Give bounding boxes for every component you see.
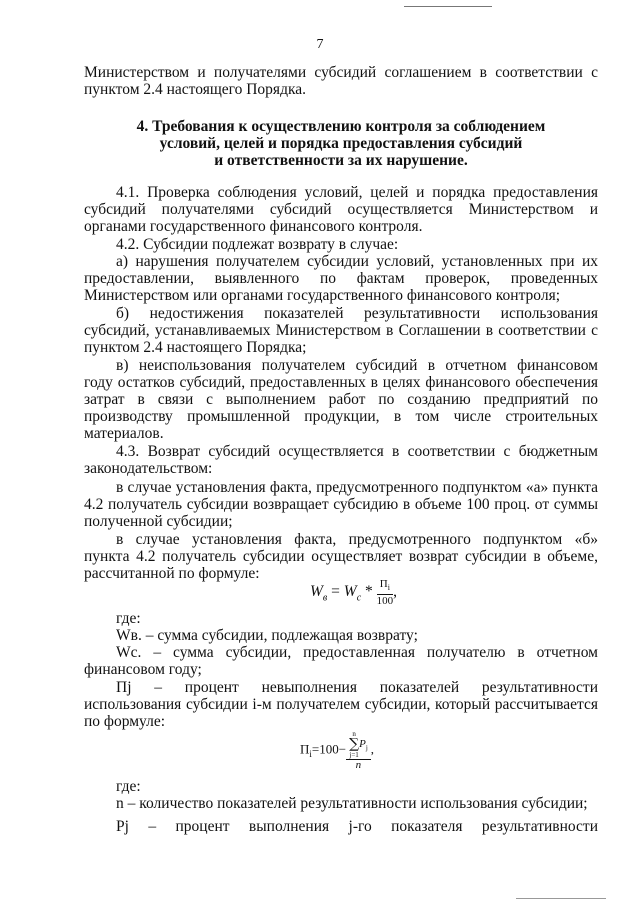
formula-subscript: c [356,592,362,604]
paragraph-line: субсидий, устанавливаемых Министерством в Соглашении в соответствии с [84,322,598,339]
formula-denominator: 100 [376,595,394,608]
formula-sum-upper: n [352,730,356,738]
formula-symbol: П [300,741,310,757]
paragraph-line: в случае установления факта, предусмотренного подпунктом «а» пункта [116,479,598,496]
paragraph-line: по формуле: [84,713,166,730]
formula-term: P [359,738,366,751]
paragraph-line: предоставлении, выявленного по фактам проверок, проведенных [84,270,598,287]
paragraph-line: Министерством и получателями субсидий соглашением в соответствии с [84,64,598,81]
paragraph-line: органами государственного финансового контроля. [84,218,423,235]
paragraph-line: производству промышленной продукции, в том числе строительных [84,408,598,425]
paragraph-line: использования субсидии i-м получателем субсидии, который рассчитывается [84,696,598,713]
page-number: 7 [316,37,324,52]
paragraph-line: 4.1. Проверка соблюдения условий, целей и порядка предоставления [116,184,598,201]
paragraph-line: финансовом году; [84,661,202,678]
bottom-scan-mark [516,898,606,899]
paragraph-line: затрат в связи с выполнением работ по созданию предприятий по [84,391,598,408]
formula-denominator: n [355,759,362,771]
paragraph-line: а) нарушения получателем субсидии условий, установленных при их [116,253,598,270]
paragraph-line: где: [116,778,141,795]
paragraph-line: б) недостижения показателей результативности использования [116,305,598,322]
formula-subscript: в [322,592,328,604]
formula-fraction [377,578,394,607]
formula-punctuation: , [393,583,398,601]
paragraph-line: полученной субсидии; [84,513,233,530]
paragraph-line: 4.2 получатель субсидии возвращает субсидию в объеме 100 проц. от суммы [84,496,598,513]
paragraph-line: пункта 4.2 получатель субсидии осуществляет возврат субсидии в объеме, [84,548,598,565]
paragraph-line: материалов. [84,425,164,442]
paragraph-line: законодательством: [84,460,213,477]
formula-punctuation: , [370,741,375,757]
paragraph-line: рассчитанной по формуле: [84,565,260,582]
paragraph-line: 4.3. Возврат субсидий осуществляется в соответствии с бюджетным [116,443,598,460]
formula-subscript: j [365,744,368,753]
formula-fraction [346,730,371,771]
formula-symbol: W [343,583,357,601]
paragraph-line: 4.2. Субсидии подлежат возврату в случае: [116,236,399,253]
paragraph-line: где: [116,610,141,627]
formula-return-amount [310,578,397,607]
formula-sum-sign: ∑ [349,736,360,752]
formula-symbol: W [310,583,323,601]
paragraph-line: Pj – процент выполнения j-го показателя результативности [116,818,598,835]
section-heading-line: и ответственности за их нарушение. [214,152,468,169]
formula-operator: * [361,583,377,601]
formula-numerator: П [379,578,388,590]
formula-subscript: i [387,583,390,593]
formula-nonfulfillment-percent [300,730,374,771]
top-scan-mark [404,6,492,7]
formula-sum-lower: j=1 [349,751,359,759]
formula-operator: =100− [311,741,347,757]
paragraph-line: пунктом 2.4 настоящего Порядка; [84,339,307,356]
section-heading-line: условий, целей и порядка предоставления субсидий [159,135,523,152]
formula-subscript: i [309,749,312,760]
paragraph-line: в) неиспользования получателем субсидий в отчетном финансовом [116,357,598,374]
paragraph-line: пунктом 2.4 настоящего Порядка. [84,81,307,98]
paragraph-line: субсидий получателями субсидий осуществляется Министерством и [84,201,598,218]
paragraph-line: Пj – процент невыполнения показателей результативности [116,679,598,696]
paragraph-line: Министерством или органами государственного финансового контроля; [84,287,561,304]
paragraph-line: Wв. – сумма субсидии, подлежащая возврату; [116,627,418,644]
paragraph-line: Wc. – сумма субсидии, предоставленная получателю в отчетном [116,644,598,661]
paragraph-line: году остатков субсидий, предоставленных в целях финансового обеспечения [84,374,598,391]
formula-operator: = [327,583,344,601]
section-heading-line: 4. Требования к осуществлению контроля за соблюдением [136,118,546,135]
paragraph-line: n – количество показателей результативности использования субсидии; [116,795,588,812]
paragraph-line: в случае установления факта, предусмотренного подпунктом «б» [116,531,598,548]
